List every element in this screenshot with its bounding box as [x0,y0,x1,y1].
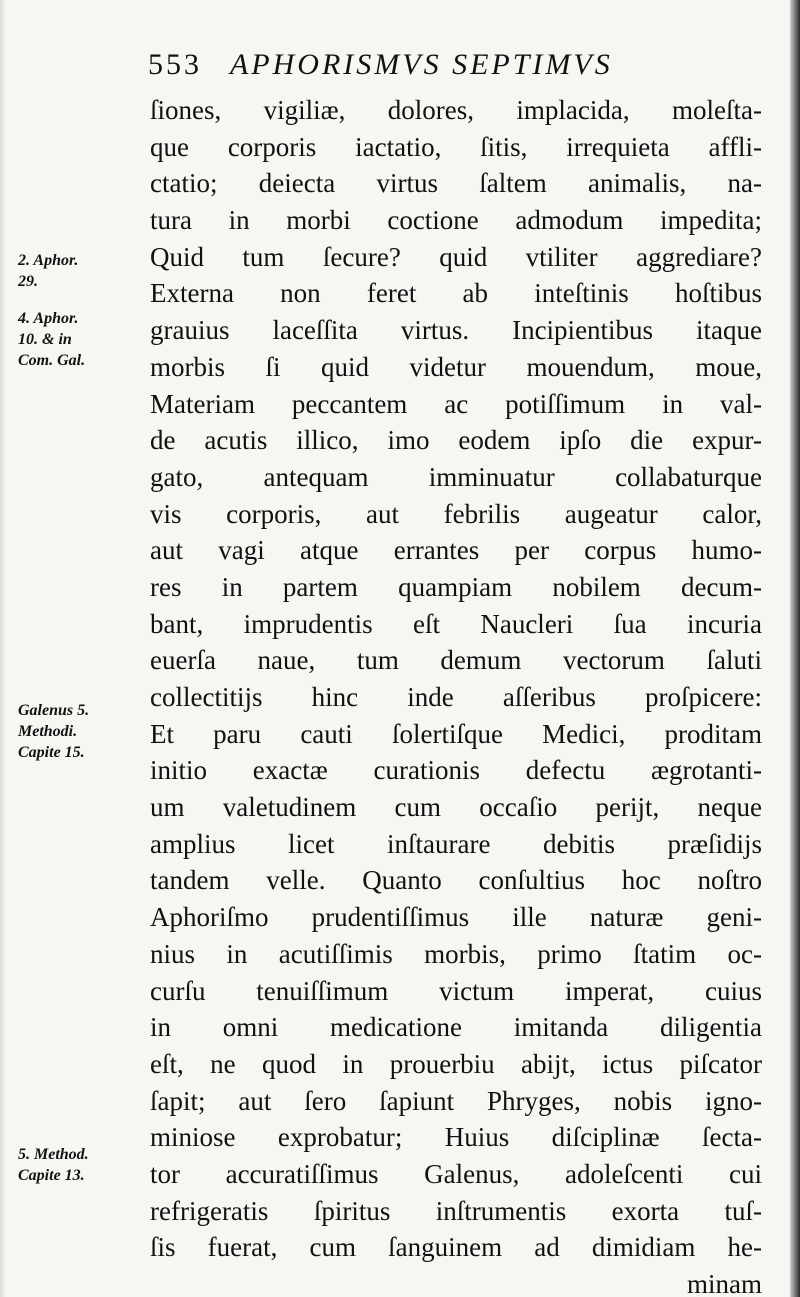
margin-note-line: 5. Method. [18,1146,89,1163]
margin-note-method-5 [18,1144,158,1186]
text-line: grauius laceſſita virtus. Incipientibus itaque [150,315,762,346]
margin-note-aphor-2 [18,250,158,292]
text-line: refrigeratis ſpiritus inſtrumentis exorta tuſ- [150,1195,762,1226]
text-line: collectitijs hinc inde aſſeribus proſpicere: [150,682,762,712]
text-line: vis corporis, aut febrilis augeatur calor, [150,498,762,529]
text-line: morbis ſi quid videtur mouendum, moue, [150,351,762,382]
margin-note-line: 10. & in [18,331,72,348]
margin-note-line: Com. Gal. [18,352,86,369]
page-left-edge [0,0,6,1297]
margin-note-line: Methodi. [18,723,78,740]
margin-note-line: 4. Aphor. [18,310,79,327]
text-line: ſis fuerat, cum ſanguinem ad dimidiam he- [150,1232,762,1263]
text-line: eſt, ne quod in prouerbiu abijt, ictus piſcator [150,1048,762,1079]
text-line: nius in acutiſſimis morbis, primo ſtatim oc- [150,938,762,969]
text-line: de acutis illico, imo eodem ipſo die expur- [150,425,762,456]
text-line: aut vagi atque errantes per corpus humo- [150,535,762,566]
text-line: Externa non feret ab inteſtinis hoſtibus [150,278,762,309]
margin-note-line: 29. [18,273,38,290]
text-line: Materiam peccantem ac potiſſimum in val- [150,388,762,419]
margin-note-aphor-4 [18,308,158,371]
text-line: que corporis iactatio, ſitis, irrequieta affli- [150,131,762,162]
text-line: curſu tenuiſſimum victum imperat, cuius [150,975,762,1006]
margin-note-line: Capite 13. [18,1167,85,1184]
text-line: Quid tum ſecure? quid vtiliter aggrediare? [150,241,762,272]
page-number: 553 [148,48,202,81]
text-line: um valetudinem cum occaſio perijt, neque [150,792,762,823]
text-line: Aphoriſmo prudentiſſimus ille naturæ geni- [150,902,762,933]
text-line: initio exactæ curationis defectu ægrotanti- [150,755,762,786]
running-head [148,48,748,92]
text-line: tura in morbi coctione admodum impedita; [150,205,762,236]
margin-note-galenus [18,700,158,763]
text-line: euerſa naue, tum demum vectorum ſaluti [150,645,762,676]
text-line: tandem velle. Quanto conſultius hoc noſtro [150,865,762,896]
body-text [150,92,762,1297]
text-line: ſiones, vigiliæ, dolores, implacida, moleſta- [150,95,762,125]
text-line: ſapit; aut ſero ſapiunt Phryges, nobis igno- [150,1085,762,1116]
text-line: Et paru cauti ſolertiſque Medici, proditam [150,718,762,749]
margin-note-line: Capite 15. [18,744,85,761]
catchword: minam [687,1269,762,1297]
text-line: miniose exprobatur; Huius diſciplinæ ſecta- [150,1122,762,1153]
margin-note-line: Galenus 5. [18,702,90,719]
text-line: ctatio; deiecta virtus ſaltem animalis, na- [150,168,762,199]
text-line: in omni medicatione imitanda diligentia [150,1012,762,1043]
text-line: tor accuratiſſimus Galenus, adoleſcenti cui [150,1158,762,1189]
page-right-edge [790,0,800,1297]
text-line: amplius licet inſtaurare debitis præſidijs [150,828,762,859]
running-title: APHORISMVS SEPTIMVS [229,48,613,81]
text-line: gato, antequam imminuatur collabaturque [150,461,762,492]
text-line: res in partem quampiam nobilem decum- [150,571,762,602]
text-line: bant, imprudentis eſt Naucleri ſua incuria [150,608,762,639]
margin-note-line: 2. Aphor. [18,252,79,269]
